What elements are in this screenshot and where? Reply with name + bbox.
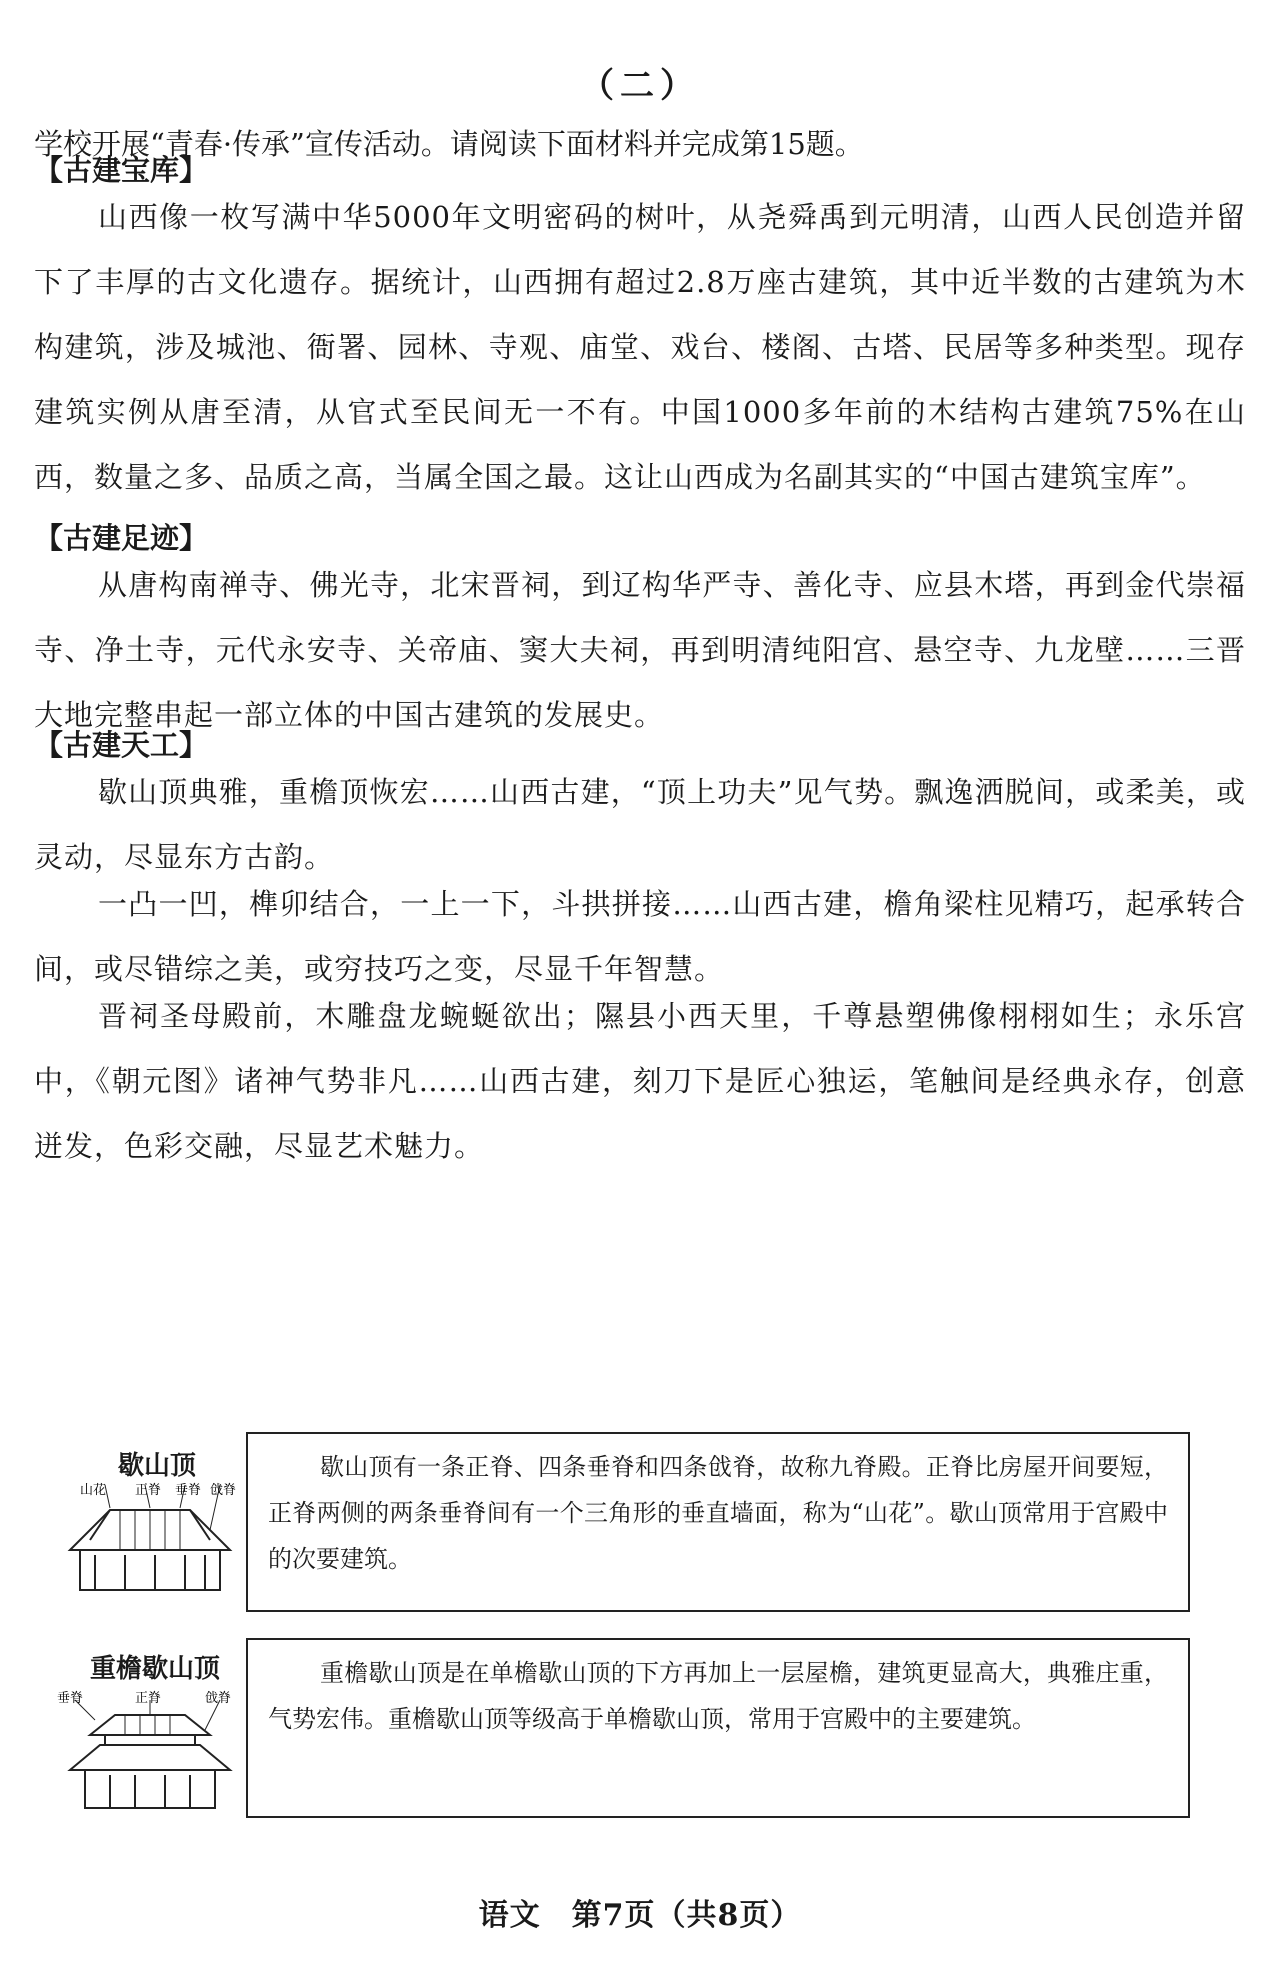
paragraph-joinery: 一凸一凹，榫卯结合，一上一下，斗拱拼接……山西古建，檐角梁柱见精巧，起承转合间，或尽错综之美，或穷技巧之变，尽显千年智慧。 [34,887,1246,986]
label-shanhua: 山花 [80,1483,107,1498]
label-chuiji: 垂脊 [175,1483,202,1498]
figure-description-chongyan: 重檐歇山顶是在单檐歇山顶的下方再加上一层屋檐，建筑更显高大，典雅庄重，气势宏伟。重檐歇山顶等级高于单檐歇山顶，常用于宫殿中的主要建筑。 [246,1638,1190,1818]
label-chuiji-2: 垂脊 [57,1691,84,1706]
label-qiangji-2: 戗脊 [205,1691,232,1706]
page-footer: 语文 第7页（共8页） [478,1898,802,1933]
label-zhengji-2: 正脊 [135,1691,162,1706]
paragraph-roofs: 歇山顶典雅，重檐顶恢宏……山西古建，“顶上功夫”见气势。飘逸洒脱间，或柔美，或灵动，尽显东方古韵。 [34,775,1246,874]
paragraph-treasury: 山西像一枚写满中华5000年文明密码的树叶，从尧舜禹到元明清，山西人民创造并留下了丰厚的古文化遗存。据统计，山西拥有超过2.8万座古建筑，其中近半数的古建筑为木构建筑，涉及城池、衙署、园林、寺观、庙堂、戏台、楼阁、古塔、民居等多种类型。现存建筑实例从唐至清，从官式至民间无一不有。中国1000多年前的木结构古建筑75%在山西，数量之多、品质之高，当属全国之最。这让山西成为名副其实的“中国古建筑宝库”。 [34,200,1246,494]
figure-description-xieshan: 歇山顶有一条正脊、四条垂脊和四条戗脊，故称九脊殿。正脊比房屋开间要短，正脊两侧的两条垂脊间有一个三角形的垂直墙面，称为“山花”。歇山顶常用于宫殿中的次要建筑。 [246,1432,1190,1612]
heading-treasury: 【古建宝库】 [34,153,209,187]
label-qiangji: 戗脊 [210,1483,237,1498]
heading-craftsmanship: 【古建天工】 [34,728,209,762]
heading-footprints: 【古建足迹】 [34,521,209,555]
paragraph-art: 晋祠圣母殿前，木雕盘龙蜿蜒欲出；隰县小西天里，千尊悬塑佛像栩栩如生；永乐宫中，《朝元图》诸神气势非凡……山西古建，刻刀下是匠心独运，笔触间是经典永存，创意迸发，色彩交融，尽显艺术魅力。 [34,999,1246,1163]
label-zhengji: 正脊 [135,1483,162,1498]
paragraph-footprints: 从唐构南禅寺、佛光寺，北宋晋祠，到辽构华严寺、善化寺、应县木塔，再到金代崇福寺、净土寺，元代永安寺、关帝庙、窦大夫祠，再到明清纯阳宫、悬空寺、九龙壁……三晋大地完整串起一部立体的中国古建筑的发展史。 [34,568,1246,732]
intro-text: 学校开展“青春·传承”宣传活动。请阅读下面材料并完成第15题。 [34,127,864,161]
figure-label-chongyan: 重檐歇山顶 [89,1654,220,1684]
section-number: （二） [580,66,700,106]
xieshan-roof-drawing [50,1480,250,1610]
chongyan-roof-drawing [55,1690,245,1820]
figure-label-xieshan: 歇山顶 [117,1451,196,1481]
